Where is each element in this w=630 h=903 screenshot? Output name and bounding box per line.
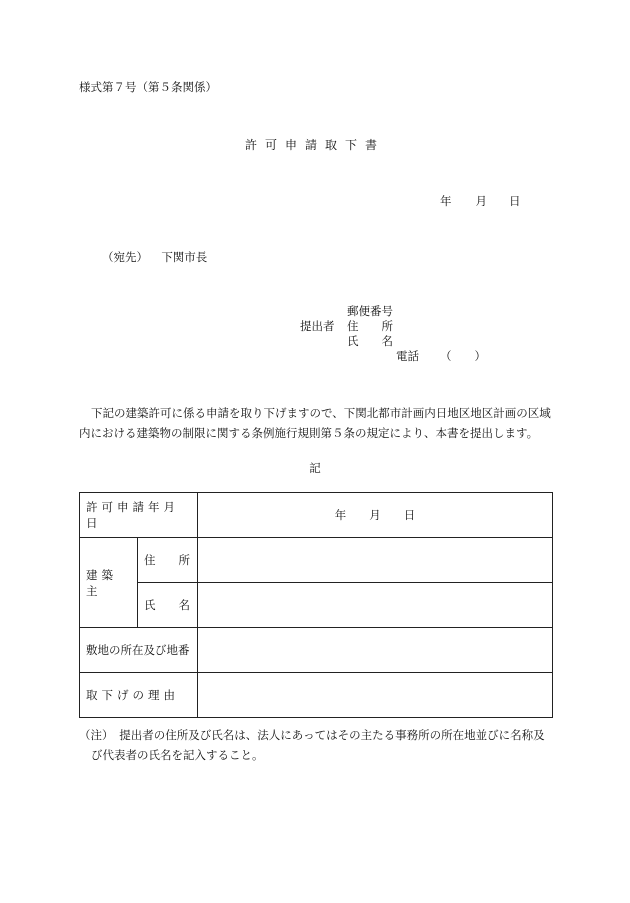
owner-name-value: [198, 583, 553, 628]
date-month: 月: [475, 194, 487, 208]
date-day: 日: [509, 194, 521, 208]
body-text: 下記の建築許可に係る申請を取り下げますので、下関北都市計画内日地区地区計画の区域内における建築物の制限に関する条例施行規則第５条の規定により、本書を提出します。: [79, 406, 551, 440]
addressee-name: 下関市長: [161, 250, 208, 264]
ki-heading: 記: [309, 461, 321, 475]
note-line-2: び代表者の氏名を記入すること。: [91, 748, 264, 762]
submission-date: [440, 193, 521, 209]
reason-value: [198, 673, 553, 718]
table-row: [80, 583, 553, 628]
table-row: [80, 493, 553, 538]
owner-address-label: 住 所: [138, 538, 198, 583]
phone-parentheses: （ ）: [440, 349, 486, 363]
form-number: 様式第７号（第５条関係）: [79, 80, 217, 94]
phone-label: 電話: [396, 349, 419, 363]
note-line-1: （注） 提出者の住所及び氏名は、法人にあってはその主たる事務所の所在地並びに名称及: [79, 728, 545, 742]
reason-label: 取下げの理由: [80, 673, 198, 718]
site-label: 敷地の所在及び地番: [80, 628, 198, 673]
application-date-label: 許可申請年月日: [80, 493, 198, 538]
owner-label: 建築主: [80, 538, 138, 628]
owner-name-label: 氏 名: [138, 583, 198, 628]
table-row: [80, 538, 553, 583]
table-row: [80, 673, 553, 718]
application-date-value: 年 月 日: [198, 493, 553, 538]
table-row: [80, 628, 553, 673]
site-value: [198, 628, 553, 673]
application-table: [79, 492, 553, 718]
document-title: 許可申請取下書: [244, 138, 385, 152]
addressee-prefix: （宛先）: [102, 250, 148, 264]
addressee: [102, 249, 207, 265]
name-label: 氏 名: [347, 334, 393, 348]
postal-code-label: 郵便番号: [347, 304, 393, 318]
owner-address-value: [198, 538, 553, 583]
submitter-label: 提出者: [300, 319, 335, 333]
note: [79, 725, 545, 765]
date-year: 年: [440, 194, 452, 208]
address-label: 住 所: [347, 319, 393, 333]
